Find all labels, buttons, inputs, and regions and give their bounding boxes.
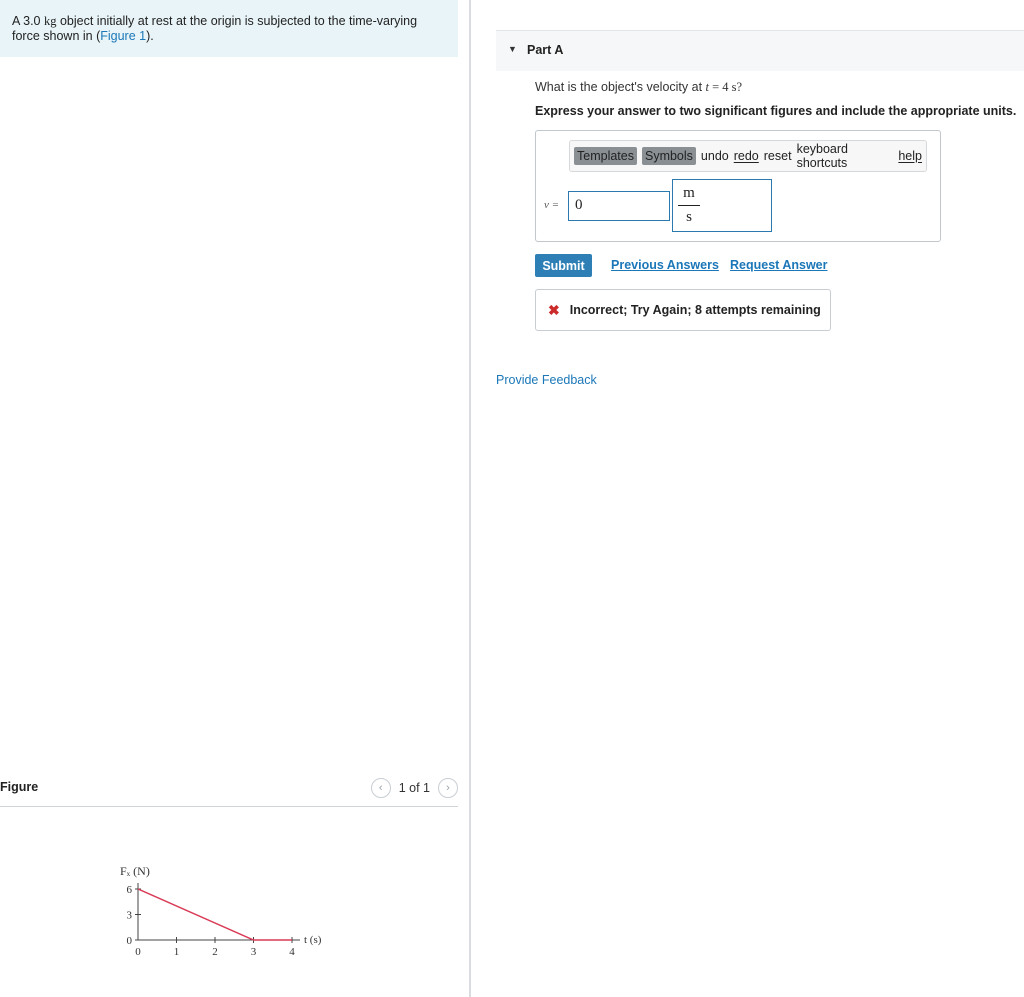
part-title: Part A: [527, 43, 564, 57]
y-tick-label: 3: [126, 909, 132, 922]
x-tick-label: 2: [212, 946, 218, 958]
x-tick-label: 0: [135, 946, 141, 958]
problem-statement: [0, 0, 458, 57]
problem-text-before: A 3.0: [12, 14, 44, 28]
math-toolbar: [569, 140, 927, 172]
unit-denominator: s: [686, 209, 692, 225]
undo-button[interactable]: undo: [700, 149, 729, 163]
x-icon: ✖: [548, 301, 560, 318]
provide-feedback-link[interactable]: Provide Feedback: [496, 373, 597, 387]
request-answer-link[interactable]: Request Answer: [730, 258, 828, 272]
redo-button[interactable]: redo: [733, 149, 759, 163]
column-divider: [469, 0, 471, 997]
value-input[interactable]: 0: [568, 191, 670, 221]
figure-header: [0, 778, 458, 807]
question-after: = 4 s?: [709, 80, 743, 94]
instruction-text: Express your answer to two significant figures and include the appropriate units.: [535, 104, 1017, 118]
x-tick-label: 1: [173, 946, 180, 958]
pager-count: 1 of 1: [398, 781, 430, 795]
x-axis-label: t (s): [304, 934, 322, 946]
problem-text-end: ).: [146, 29, 154, 43]
answer-editor: [535, 130, 941, 242]
caret-down-icon[interactable]: ▼: [508, 44, 517, 54]
figure-pager: [371, 778, 458, 798]
problem-text-after: object initially at rest at the origin is subjected to the time-varying force shown in (: [12, 14, 418, 43]
keyboard-shortcuts-button[interactable]: keyboard shortcuts: [796, 142, 848, 170]
reset-button[interactable]: reset: [763, 149, 792, 163]
feedback-text: Incorrect; Try Again; 8 attempts remaining: [569, 303, 821, 317]
force-series-line: [138, 889, 292, 940]
chevron-right-icon[interactable]: ›: [438, 778, 458, 798]
y-tick-label: 0: [126, 935, 132, 947]
question-before: What is the object's velocity at: [535, 80, 706, 94]
templates-button[interactable]: Templates: [574, 147, 637, 165]
force-time-chart: [95, 850, 355, 970]
previous-answers-link[interactable]: Previous Answers: [611, 258, 719, 272]
help-button[interactable]: help: [898, 149, 922, 163]
figure-title: Figure: [0, 780, 39, 794]
figure-link[interactable]: Figure 1: [100, 29, 147, 43]
y-axis-label: Fₓ (N): [120, 864, 150, 878]
symbols-button[interactable]: Symbols: [642, 147, 696, 165]
x-tick-label: 3: [250, 946, 257, 958]
x-tick-label: 4: [289, 946, 295, 958]
question-var: t: [705, 80, 709, 94]
submit-button[interactable]: Submit: [535, 254, 592, 277]
unit-numerator: m: [683, 185, 695, 201]
chevron-left-icon[interactable]: ‹: [371, 778, 391, 798]
unit-input[interactable]: [672, 179, 772, 232]
variable-label: v =: [544, 199, 560, 211]
mass-unit: kg: [43, 14, 57, 28]
y-tick-label: 6: [126, 884, 132, 896]
feedback-box: [535, 289, 831, 331]
part-a-header[interactable]: [496, 30, 1024, 71]
question-text: [535, 80, 742, 95]
fraction-bar: [678, 205, 700, 206]
